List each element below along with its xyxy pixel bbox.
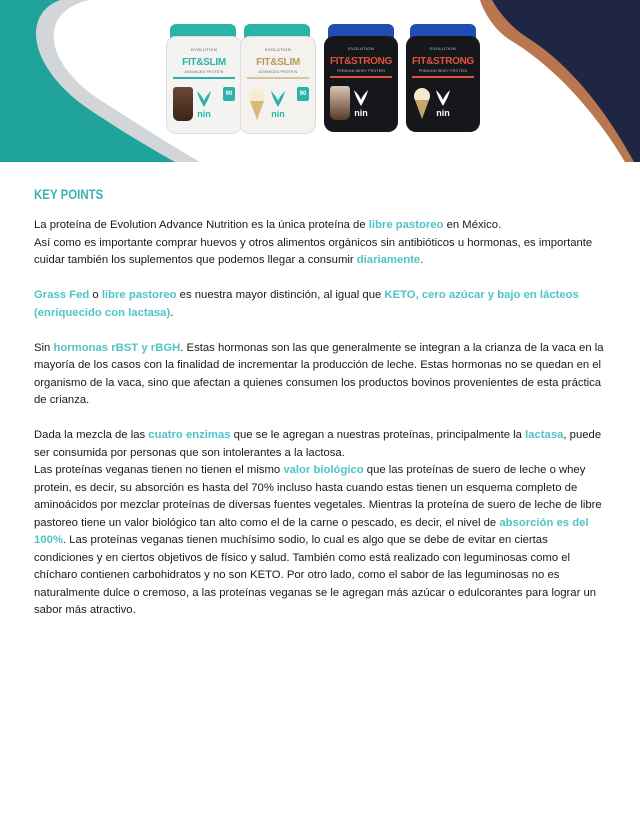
section-title: KEY POINTS bbox=[34, 186, 104, 202]
jar-logo-text: nin bbox=[197, 109, 211, 119]
paragraph-libre-pastoreo: La proteína de Evolution Advance Nutrition es la única proteína de libre pastoreo en México. bbox=[34, 219, 502, 231]
highlight: diariamente bbox=[356, 254, 421, 266]
key-points-section bbox=[34, 186, 606, 620]
jar-subtitle: PREMIUM WHEY PROTEIN bbox=[336, 69, 386, 73]
highlight: cuatro enzimas bbox=[148, 429, 231, 441]
jar-subtitle: PREMIUM WHEY PROTEIN bbox=[418, 69, 468, 73]
jar-product-name: FIT&STRONG bbox=[412, 56, 474, 67]
jar-badge: 90 bbox=[297, 87, 309, 101]
header-banner bbox=[0, 0, 640, 162]
jar-badge: 90 bbox=[223, 87, 235, 101]
paragraph-organicos: Así como es importante comprar huevos y otros alimentos orgánicos sin antibióticos u hormonas, es importante cuidar también los suplementos que podemos llegar a consumir diariamente. bbox=[34, 236, 593, 266]
paragraph-enzimas: Dada la mezcla de las cuatro enzimas que se le agregan a nuestras proteínas, principalmente la lactasa, puede ser consumida por personas que son intolerantes a la lactosa. bbox=[34, 429, 602, 459]
decorative-waves bbox=[0, 0, 640, 162]
jar-logo-text: nin bbox=[271, 109, 285, 119]
jar-brand: EVOLUTION bbox=[191, 47, 217, 52]
jar-logo-text: nin bbox=[354, 108, 368, 118]
leaf-logo-icon bbox=[195, 89, 213, 109]
jar-subtitle: ADVANCED PROTEIN bbox=[184, 70, 224, 74]
highlight: libre pastoreo bbox=[101, 289, 177, 301]
highlight: libre pastoreo bbox=[368, 219, 444, 231]
product-jar-fit-strong-vanilla bbox=[406, 24, 480, 132]
jar-logo-text: nin bbox=[436, 108, 450, 118]
jar-body bbox=[166, 36, 242, 134]
leaf-logo-icon bbox=[434, 88, 452, 108]
highlight: hormonas rBST y rBGH bbox=[53, 341, 181, 354]
leaf-logo-icon bbox=[352, 88, 370, 108]
jar-product-name: FIT&SLIM bbox=[256, 57, 300, 68]
paragraph-hormonas: Sin hormonas rBST y rBGH. Estas hormonas son las que generalmente se integran a la crianza de la vaca en la mayoría de los casos con la finalidad de incrementar la producción de leche. Estas hormonas no se quedan en el organismo de la vaca, sino que afectan a quienes consumen los productos bovinos provenientes de esta práctica de crianza. bbox=[34, 341, 604, 406]
leaf-logo-icon bbox=[269, 89, 287, 109]
product-jar-fit-strong-chocolate bbox=[324, 24, 398, 132]
jar-body bbox=[324, 36, 398, 132]
jar-brand: EVOLUTION bbox=[430, 46, 456, 51]
product-jar-fit-slim-chocolate bbox=[166, 24, 240, 132]
paragraph-veganas: Las proteínas veganas tienen no tienen el mismo valor biológico que las proteínas de suero de leche o whey protein, es decir, su absorción es hasta del 70% incluso hasta cuando estas tienen un esquema completo de aminoácidos por mezclar proteínas de diversas fuentes vegetales. Mientras la proteína de suero de leche de libre pastoreo tiene un valor biológico tan alto como el de la carne o pescado, es decir, el nivel de absorción es del 100%. Las proteínas veganas tienen muchísimo sodio, lo cual es algo que se debe de evitar en ciertas condiciones y en ciertos objetivos de físico y salud. También como está realizado con leguminosas como el chícharo contienen carbohidratos y no son KETO. Por otro lado, como el sabor de las leguminosas no es naturalmente dulce o cremoso, a las proteínas veganas se le agregan más azúcar o edulcorantes para lograr un sabor más atractivo. bbox=[34, 464, 602, 616]
paragraph-grass-fed: Grass Fed o libre pastoreo es nuestra mayor distinción, al igual que KETO, cero azúcar y bajo en lácteos (enriquecido con lactasa). bbox=[34, 289, 579, 319]
jar-brand: EVOLUTION bbox=[265, 47, 291, 52]
highlight: lactasa bbox=[525, 429, 564, 441]
highlight: KETO, cero azúcar y bajo en lácteos (enriquecido con lactasa) bbox=[34, 289, 579, 319]
jar-subtitle: ADVANCED PROTEIN bbox=[258, 70, 298, 74]
jar-body bbox=[406, 36, 480, 132]
jar-brand: EVOLUTION bbox=[348, 46, 374, 51]
highlight: valor biológico bbox=[283, 464, 364, 476]
highlight: absorción es del 100% bbox=[34, 516, 589, 546]
product-jar-fit-slim-vanilla bbox=[240, 24, 314, 132]
jar-product-name: FIT&SLIM bbox=[182, 57, 226, 68]
jar-product-name: FIT&STRONG bbox=[330, 56, 392, 67]
highlight: Grass Fed bbox=[34, 289, 90, 301]
jar-body bbox=[240, 36, 316, 134]
